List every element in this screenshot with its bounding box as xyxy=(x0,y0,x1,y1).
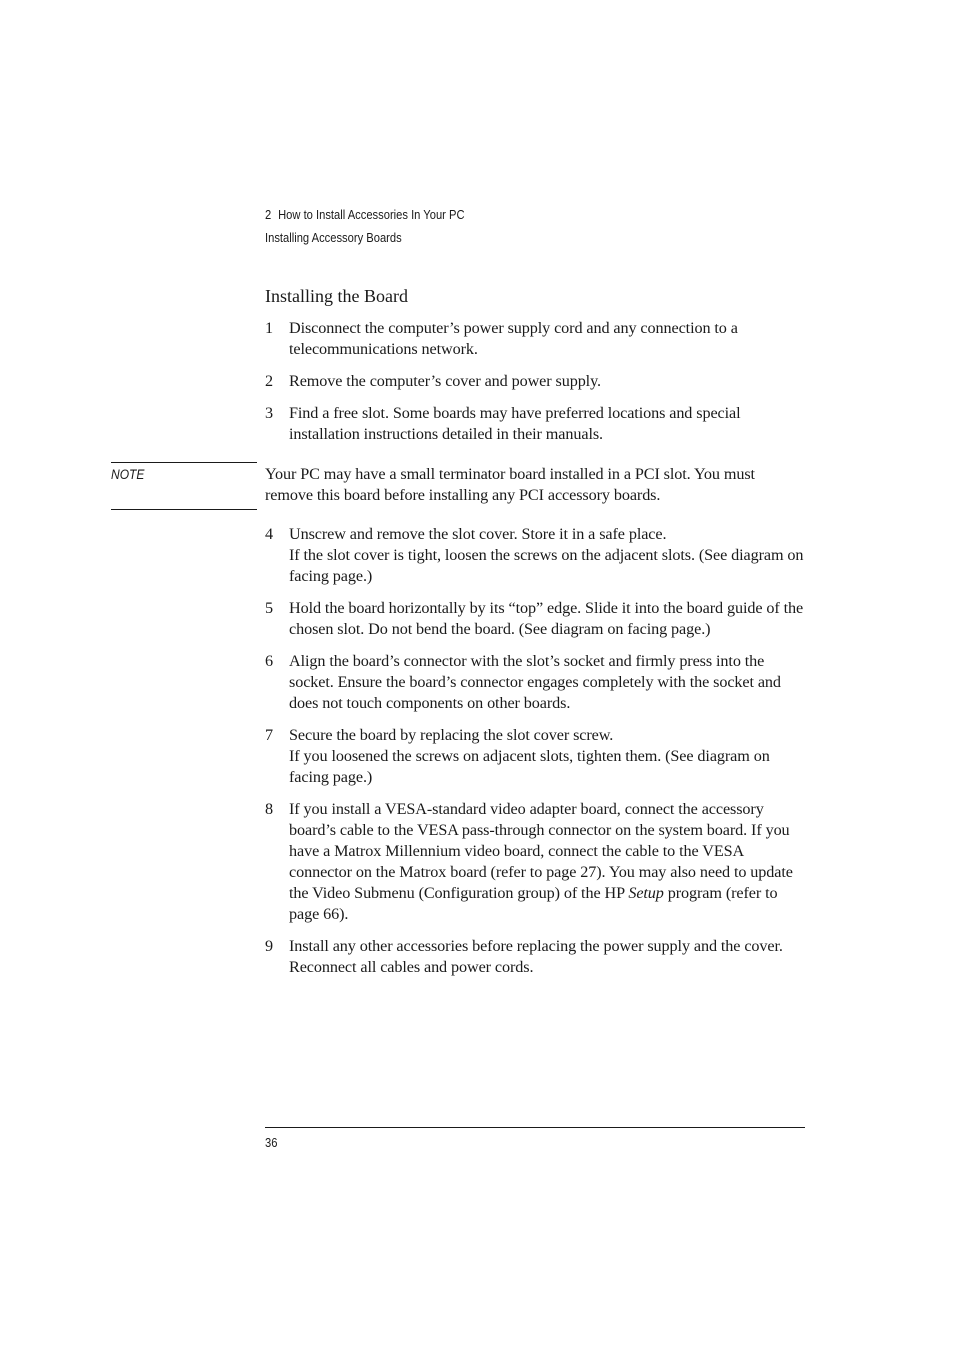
step-number: 4 xyxy=(265,525,274,543)
step-number: 2 xyxy=(265,372,274,390)
step-text: Hold the board horizontally by its “top” edge. Slide it into the board guide of the chosen slot. Do not bend the board. (See diagram on facing page.) xyxy=(289,599,804,638)
step-number: 5 xyxy=(265,599,274,617)
step-text: Unscrew and remove the slot cover. Store it in a safe place. xyxy=(289,525,667,543)
running-header xyxy=(265,207,465,222)
note-label: NOTE xyxy=(111,466,145,482)
page-number: 36 xyxy=(265,1135,278,1150)
list-item xyxy=(265,403,805,445)
step-number: 7 xyxy=(265,726,274,744)
chapter-title: How to Install Accessories In Your PC xyxy=(278,207,465,222)
list-item xyxy=(265,725,805,788)
list-item xyxy=(265,936,805,978)
note-text: Your PC may have a small terminator board installed in a PCI slot. You must remove this board before installing any PCI accessory boards. xyxy=(265,465,755,504)
list-item xyxy=(265,598,805,640)
step-number: 8 xyxy=(265,800,274,818)
step-text: Secure the board by replacing the slot cover screw. xyxy=(289,726,614,744)
footer-divider xyxy=(265,1127,805,1128)
step-text-part: program (refer to page 66). xyxy=(289,884,778,923)
running-subheader: Installing Accessory Boards xyxy=(265,230,402,245)
steps-list-2 xyxy=(265,524,805,989)
list-item xyxy=(265,651,805,714)
note-divider-top xyxy=(111,462,257,463)
step-text: Install any other accessories before replacing the power supply and the cover. Reconnect all cables and power cords. xyxy=(289,937,783,976)
step-text: Find a free slot. Some boards may have preferred locations and special installation instructions detailed in their manuals. xyxy=(289,404,741,443)
note-divider-bottom xyxy=(111,509,257,510)
list-item xyxy=(265,524,805,587)
list-item xyxy=(265,371,805,392)
step-number: 1 xyxy=(265,319,274,337)
section-title: Installing the Board xyxy=(265,286,408,306)
step-text: Remove the computer’s cover and power supply. xyxy=(289,372,601,390)
step-text xyxy=(289,799,805,925)
steps-list-1 xyxy=(265,318,805,456)
list-item xyxy=(265,799,805,925)
step-number: 6 xyxy=(265,652,274,670)
step-number: 9 xyxy=(265,937,274,955)
step-text-part: If you install a VESA-standard video adapter board, connect the accessory board’s cable to the VESA pass-through connector on the system board. If you have a Matrox Millennium video board, connect the cable to the VESA connector on the Matrox board (refer to page 27). You may also need to update the Video Submenu (Configuration group) of the HP xyxy=(289,800,793,902)
setup-program-name: Setup xyxy=(628,884,664,902)
chapter-number: 2 xyxy=(265,207,272,222)
step-text: Disconnect the computer’s power supply cord and any connection to a telecommunications network. xyxy=(289,319,738,358)
step-text: Align the board’s connector with the slot’s socket and firmly press into the socket. Ensure the board’s connector engages completely with the socket and does not touch components on other boards. xyxy=(289,652,781,712)
step-subtext: If you loosened the screws on adjacent slots, tighten them. (See diagram on facing page.) xyxy=(289,747,770,786)
step-subtext: If the slot cover is tight, loosen the screws on the adjacent slots. (See diagram on facing page.) xyxy=(289,546,804,585)
step-number: 3 xyxy=(265,404,274,422)
list-item xyxy=(265,318,805,360)
